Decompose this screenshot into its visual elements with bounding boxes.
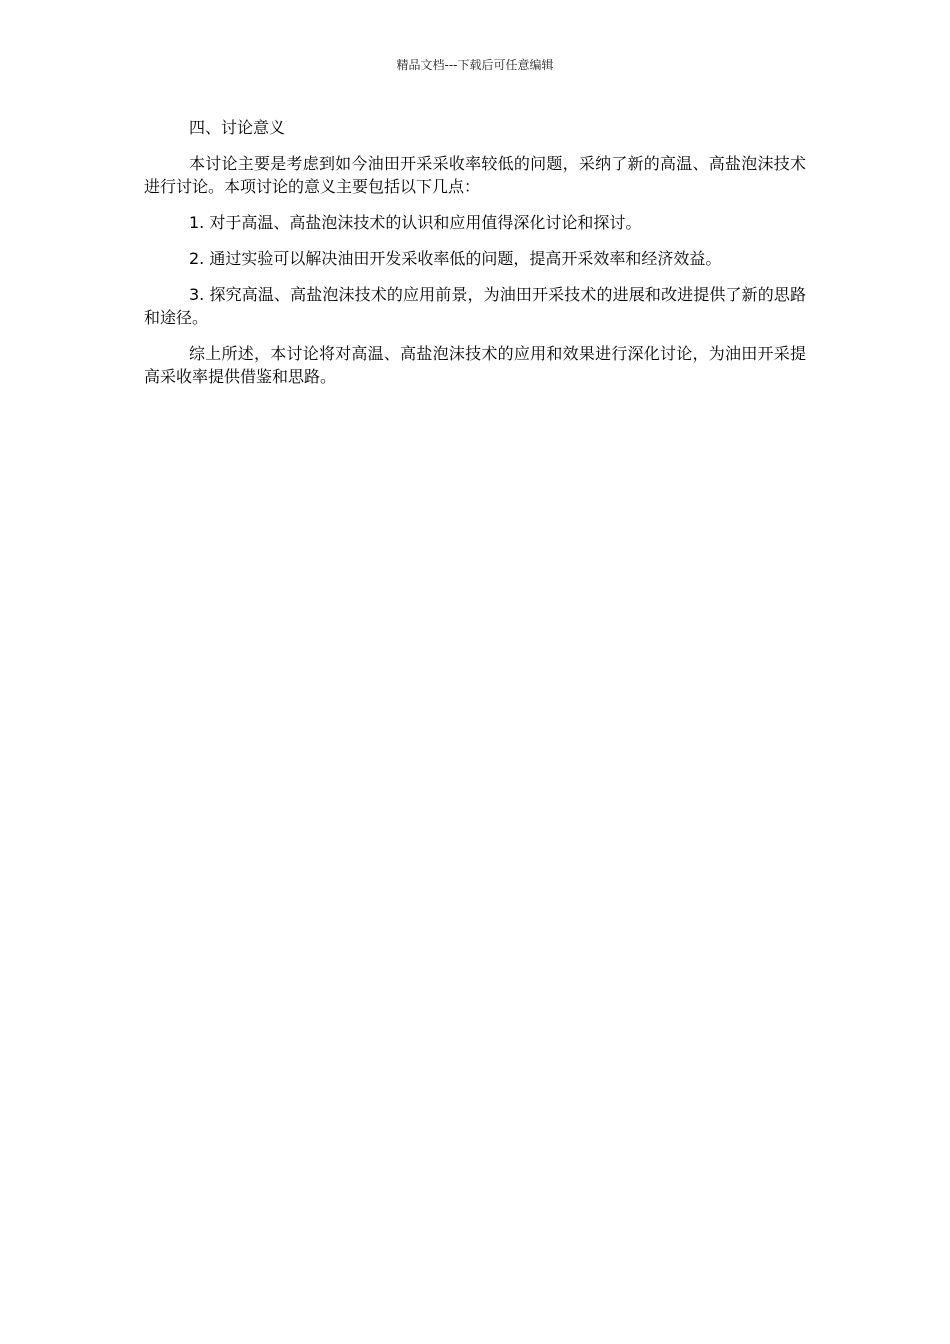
- intro-paragraph: 本讨论主要是考虑到如今油田开采采收率较低的问题，采纳了新的高温、高盐泡沫技术进行讨论。本项讨论的意义主要包括以下几点：: [144, 154, 806, 196]
- list-item: 3. 探究高温、高盐泡沫技术的应用前景，为油田开采技术的进展和改进提供了新的思路和途径。: [144, 285, 806, 327]
- list-item: 1. 对于高温、高盐泡沫技术的认识和应用值得深化讨论和探讨。: [189, 213, 642, 232]
- document-body: [144, 116, 806, 401]
- page-header: 精品文档---下载后可任意编辑: [396, 58, 554, 72]
- conclusion-paragraph: 综上所述，本讨论将对高温、高盐泡沫技术的应用和效果进行深化讨论，为油田开采提高采收率提供借鉴和思路。: [144, 344, 806, 386]
- section-heading: 四、讨论意义: [189, 118, 286, 137]
- list-item: 2. 通过实验可以解决油田开发采收率低的问题，提高开采效率和经济效益。: [189, 249, 722, 268]
